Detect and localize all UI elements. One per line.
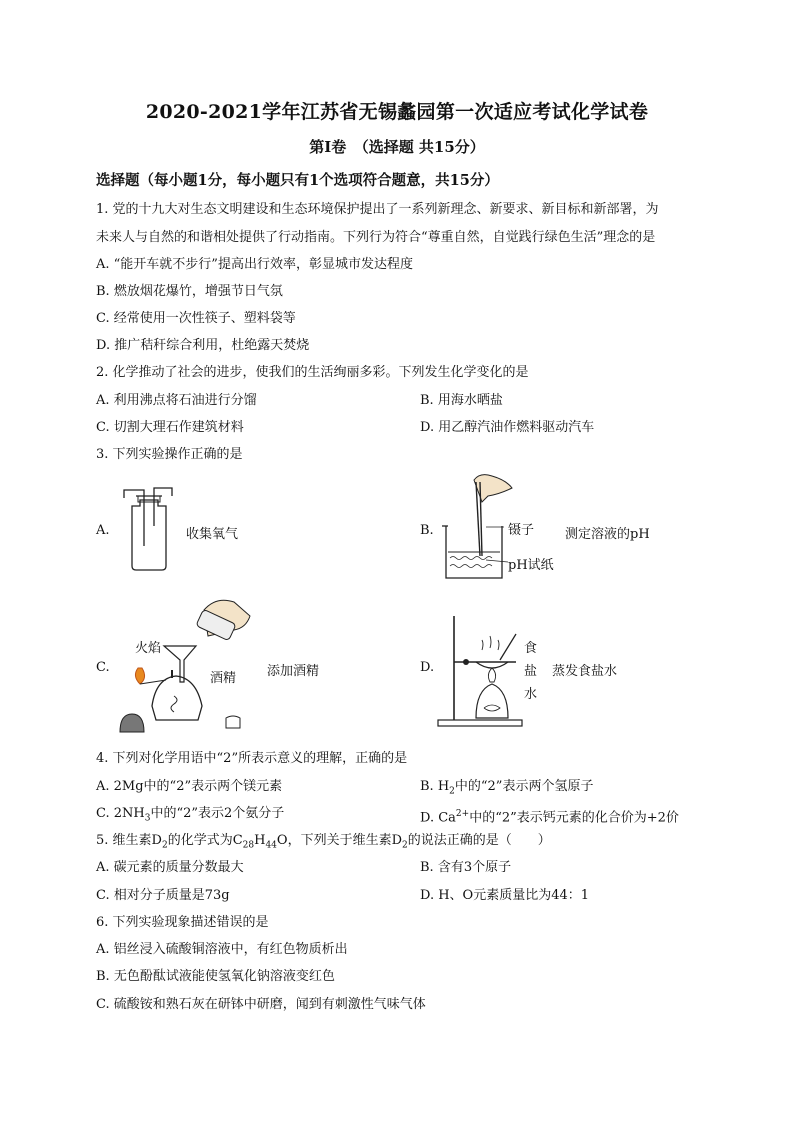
alcohol-lamp-figure xyxy=(116,596,256,736)
evaporation-figure xyxy=(436,612,526,728)
q6-option-a: A. 铝丝浸入硫酸铜溶液中，有红色物质析出 xyxy=(96,942,348,957)
q5-option-a: A. 碳元素的质量分数最大 xyxy=(96,860,244,875)
q6-option-c: C. 硫酸铵和熟石灰在研钵中研磨，闻到有刺激性气味气体 xyxy=(96,997,426,1012)
q6-option-b: B. 无色酚酞试液能使氢氧化钠溶液变红色 xyxy=(96,969,335,984)
q4-stem: 4. 下列对化学用语中“2”所表示意义的理解，正确的是 xyxy=(96,751,408,766)
gas-bottle-figure xyxy=(118,486,178,574)
q2-option-c: C. 切割大理石作建筑材料 xyxy=(96,420,244,435)
q3-b-text: 测定溶液的pH xyxy=(565,527,650,542)
q2-option-a: A. 利用沸点将石油进行分馏 xyxy=(96,393,257,408)
q1-option-a: A. “能开车就不步行”提高出行效率，彰显城市发达程度 xyxy=(96,257,413,272)
q5-stem: 5. 维生素$D_2$的化学式为$C_{28}H_{44}O$，下列关于维生素$D_2$的说法正确的是（ ） xyxy=(96,833,551,851)
q3-b-label-paper: pH试纸 xyxy=(508,558,554,573)
q3-c-letter: C. xyxy=(96,660,110,675)
q2-option-b: B. 用海水晒盐 xyxy=(420,393,503,408)
q3-d-letter: D. xyxy=(420,660,435,675)
q6-stem: 6. 下列实验现象描述错误的是 xyxy=(96,915,269,930)
q3-b-letter: B. xyxy=(420,523,434,538)
q5-option-d: D. H、O元素质量比为44：1 xyxy=(420,888,590,903)
q2-option-d: D. 用乙醇汽油作燃料驱动汽车 xyxy=(420,420,595,435)
q1-option-b: B. 燃放烟花爆竹，增强节日气氛 xyxy=(96,284,283,299)
q3-c-text: 添加酒精 xyxy=(267,664,320,679)
q1-option-c: C. 经常使用一次性筷子、塑料袋等 xyxy=(96,311,296,326)
q4-option-b: B. $H_2$中的“2”表示两个氢原子 xyxy=(420,779,594,797)
q2-stem: 2. 化学推动了社会的进步，使我们的生活绚丽多彩。下列发生化学变化的是 xyxy=(96,365,529,380)
q4-option-a: A. 2Mg中的“2”表示两个镁元素 xyxy=(96,779,283,794)
q3-b-label-tweezers: 镊子 xyxy=(508,523,535,538)
q3-a-text: 收集氧气 xyxy=(186,527,239,542)
q3-d-label-2: 盐 xyxy=(524,664,538,679)
q5-option-c: C. 相对分子质量是73g xyxy=(96,888,230,903)
q4-option-c: C. $2NH_3$中的“2”表示2个氨分子 xyxy=(96,806,285,824)
q3-c-label-flame: 火焰 xyxy=(135,641,162,656)
q3-d-label-3: 水 xyxy=(524,687,538,702)
q3-d-text: 蒸发食盐水 xyxy=(552,664,618,679)
q1-stem-line2: 未来人与自然的和谐相处提供了行动指南。下列行为符合“尊重自然，自觉践行绿色生活”理念的是 xyxy=(96,230,656,245)
q3-d-label-1: 食 xyxy=(524,641,538,656)
q1-stem-line1: 1. 党的十九大对生态文明建设和生态环境保护提出了一系列新理念、新要求、新目标和新部署，为 xyxy=(96,202,659,217)
q4-option-d: D. $Ca^{2+}$中的“2”表示钙元素的化合价为+2价 xyxy=(420,809,679,826)
q5-option-b: B. 含有3个原子 xyxy=(420,860,512,875)
exam-subtitle: 第I卷 （选择题 共15分） xyxy=(309,138,485,156)
exam-title: 2020-2021学年江苏省无锡蠡园第一次适应考试化学试卷 xyxy=(145,101,649,123)
q3-c-label-alcohol: 酒精 xyxy=(210,671,237,686)
q3-stem: 3. 下列实验操作正确的是 xyxy=(96,447,243,462)
q1-option-d: D. 推广秸秆综合利用，杜绝露天焚烧 xyxy=(96,338,310,353)
q3-a-letter: A. xyxy=(96,523,110,538)
section-heading: 选择题（每小题1分，每小题只有1个选项符合题意，共15分） xyxy=(96,172,499,189)
